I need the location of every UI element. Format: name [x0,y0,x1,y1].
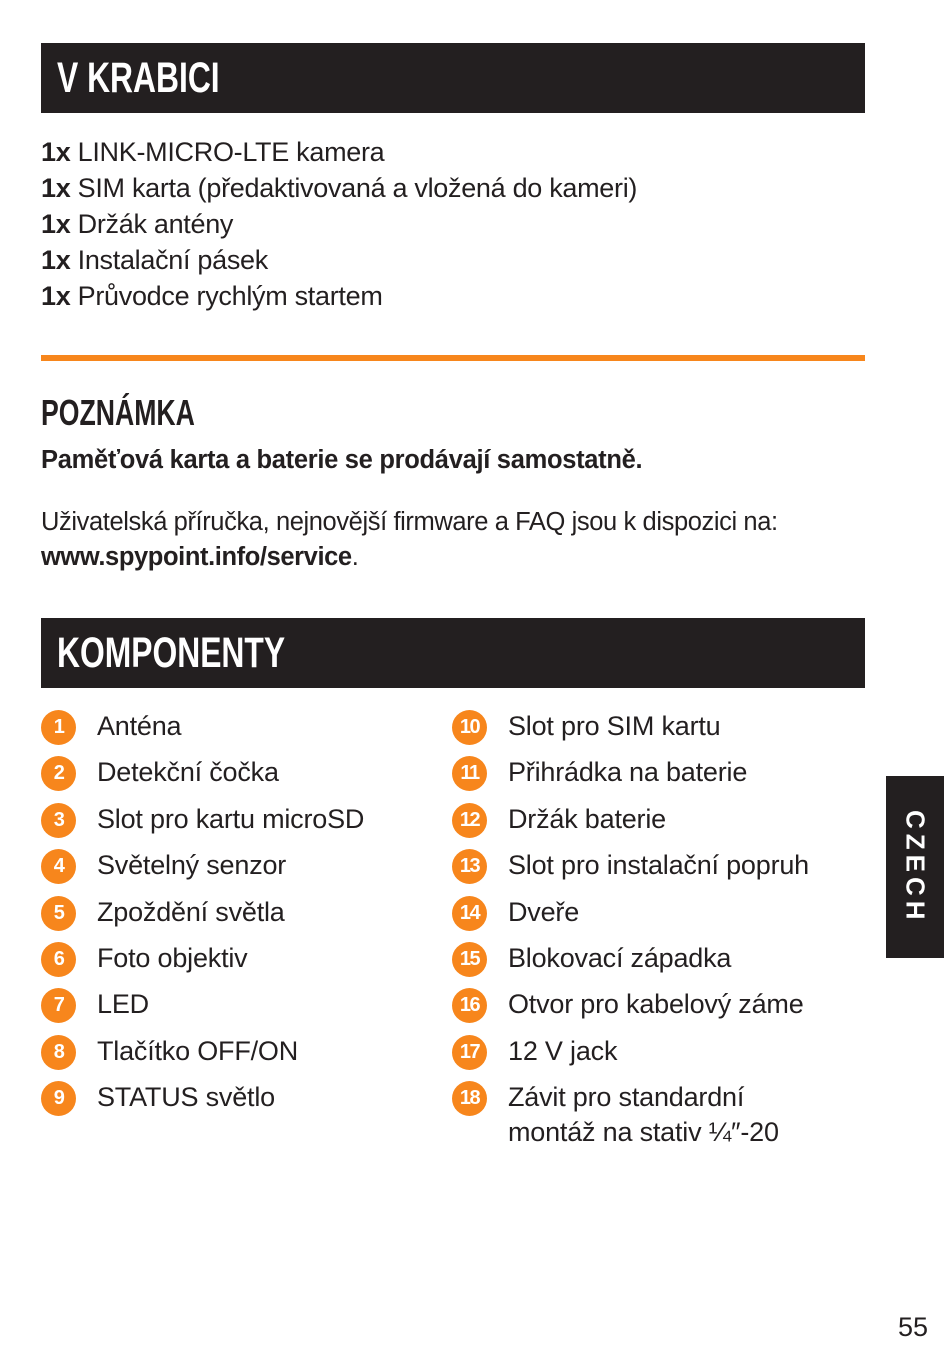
page-number: 55 [898,1312,929,1342]
component-item [41,796,364,842]
component-item [452,1028,809,1074]
in-box-header [41,43,865,113]
component-item [452,981,809,1027]
component-item [41,842,364,888]
component-item [452,796,809,842]
number-badge: 2 [41,756,76,791]
component-label: Dveře [508,896,580,927]
component-item [41,1074,364,1120]
component-label: Blokovací západka [508,942,732,973]
component-label: Držák baterie [508,803,666,834]
component-label: 12 V jack [508,1035,618,1066]
component-label: Detekční čočka [97,757,279,788]
item-quantity: 1x [41,245,71,275]
components-title: KOMPONENTY [57,628,286,677]
component-label: Anténa [97,711,182,741]
service-link[interactable]: www.spypoint.info/service [41,543,352,571]
number-badge: 5 [41,896,76,931]
component-item [41,889,364,935]
note-title: POZNÁMKA [41,392,195,433]
item-text: Držák antény [77,209,234,239]
component-label: Závit pro standardní [508,1082,745,1113]
component-item [452,703,809,749]
component-label: Zpoždění světla [97,896,285,927]
component-item [452,842,809,888]
number-badge: 12 [452,803,487,838]
component-label: Foto objektiv [97,942,248,973]
number-badge: 16 [452,988,487,1023]
list-item [41,170,637,206]
language-tab [886,776,944,958]
number-badge: 8 [41,1035,76,1070]
component-label: Slot pro kartu microSD [97,803,365,834]
number-badge: 3 [41,803,76,838]
item-text: Instalační pásek [77,245,268,275]
number-badge: 1 [41,710,76,745]
components-header [41,618,865,688]
component-label: Tlačítko OFF/ON [97,1035,299,1066]
item-quantity: 1x [41,209,71,239]
note-bold-text: Paměťová karta a baterie se prodávají samostatně. [41,446,643,474]
link-suffix: . [351,543,359,571]
component-label: STATUS světlo [97,1082,275,1113]
number-badge: 13 [452,849,487,884]
note-text: Uživatelská příručka, nejnovější firmware a FAQ jsou k dispozici na: [41,508,778,536]
number-badge: 17 [452,1035,487,1070]
number-badge: 11 [452,756,487,791]
component-item [41,935,364,981]
in-box-title: V KRABICI [57,53,220,102]
number-badge: 9 [41,1081,76,1116]
number-badge: 4 [41,849,76,884]
item-text: Průvodce rychlým startem [77,281,383,311]
list-item [41,206,637,242]
component-label-line2: montáž na stativ ¼″-20 [508,1117,779,1148]
components-list-right [452,703,809,1150]
number-badge: 18 [452,1081,487,1116]
language-tab-label: CZECH [900,809,931,925]
list-item [41,242,637,278]
item-quantity: 1x [41,137,71,167]
note-paragraph [41,505,778,575]
item-text: SIM karta (předaktivovaná a vložená do kameri) [77,173,638,203]
number-badge: 14 [452,896,487,931]
item-quantity: 1x [41,281,71,311]
list-item [41,134,637,170]
component-label: Slot pro instalační popruh [508,850,809,881]
in-box-list [41,134,637,314]
component-item [452,1074,809,1150]
component-label: LED [97,989,149,1020]
components-list-left [41,703,364,1121]
component-item [452,749,809,795]
number-badge: 6 [41,942,76,977]
item-quantity: 1x [41,173,71,203]
component-item [452,889,809,935]
component-item [41,703,364,749]
list-item [41,278,637,314]
orange-divider [41,355,865,361]
number-badge: 7 [41,988,76,1023]
component-item [41,1028,364,1074]
number-badge: 10 [452,710,487,745]
note-heading [41,392,249,434]
component-label: Přihrádka na baterie [508,757,748,788]
component-label: Světelný senzor [97,850,287,881]
component-item [41,749,364,795]
item-text: LINK-MICRO-LTE kamera [77,137,385,167]
number-badge: 15 [452,942,487,977]
component-item [452,935,809,981]
component-label: Slot pro SIM kartu [508,711,721,741]
component-label: Otvor pro kabelový záme [508,989,804,1020]
component-item [41,981,364,1027]
